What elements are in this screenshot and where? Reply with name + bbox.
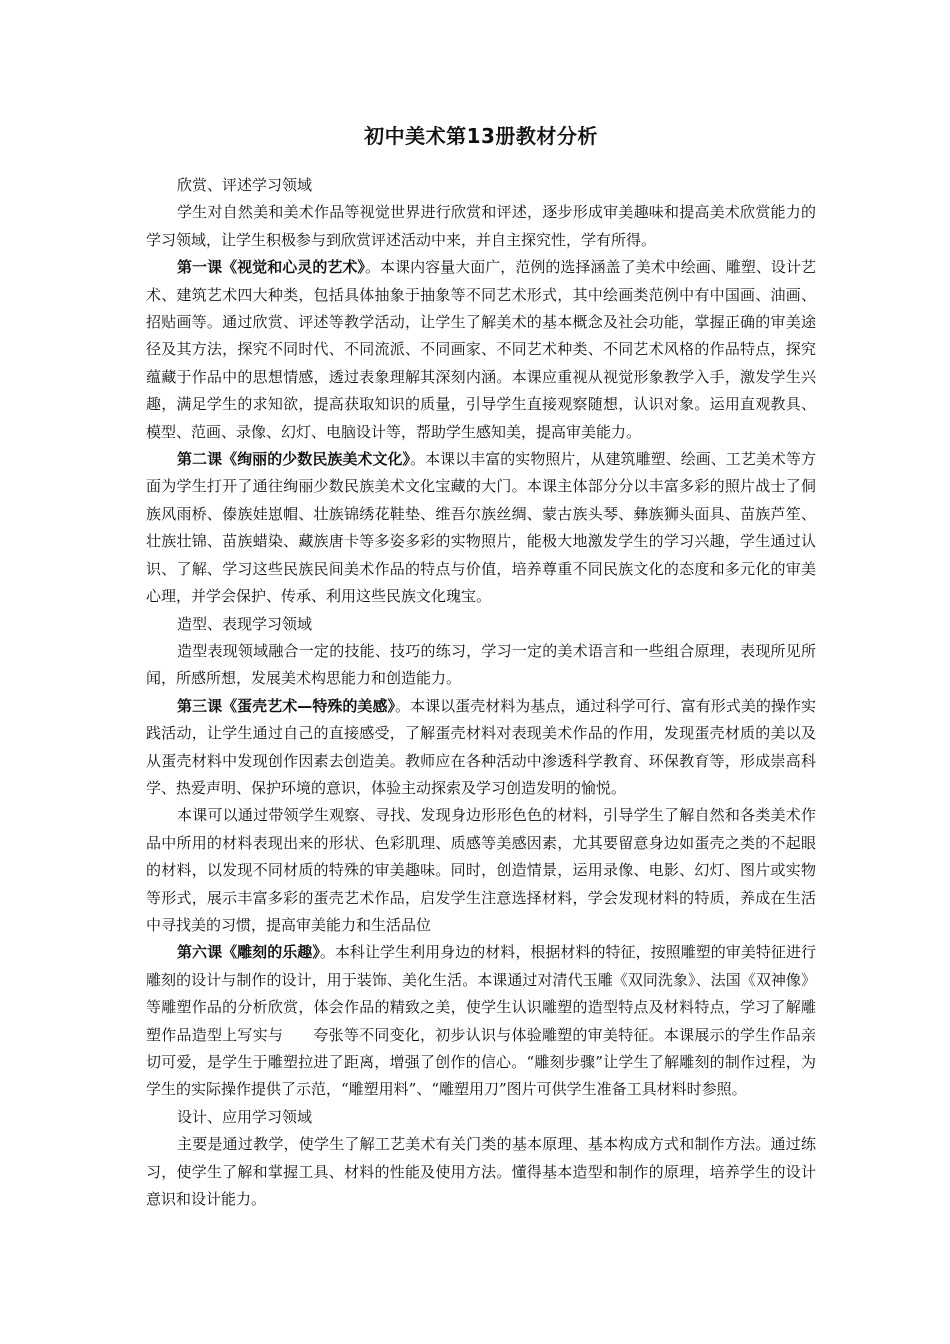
lesson-3-paragraph xyxy=(146,693,816,803)
section-heading-appreciation: 欣赏、评述学习领域 xyxy=(177,176,313,194)
lesson-3-more-paragraph: 本课可以通过带领学生观察、寻找、发现身边形形色色的材料，引导学生了解自然和各类美术作品中所用的材料表现出来的形状、色彩肌理、质感等美感因素，尤其要留意身边如蛋壳之类的不起眼的材料，以发现不同材质的特殊的审美趣味。同时，创造情景，运用录像、电影、幻灯、图片或实物等形式，展示丰富多彩的蛋壳艺术作品，启发学生注意选择材料，学会发现材料的特质，养成在生活中寻找美的习惯，提高审美能力和生活品位 xyxy=(146,806,816,934)
lesson-6-text-a: 。本科让学生利用身边的材料，根据材料的特征，按照雕塑的审美特征进行雕刻的设计与制作的设计，用于装饰、美化生活。本课通过对清代玉雕《双同洗象》、法国《双神像》等雕塑作品的分析欣赏，体会作品的精致之美，使学生认识雕塑的造型特点及材料特点，学习了解雕塑作品造型上写实与 xyxy=(146,943,816,1044)
lesson-3-text: 。本课以蛋壳材料为基点，通过科学可行、富有形式美的操作实践活动，让学生通过自己的直接感受，了解蛋壳材料对表现美术作品的作用，发现蛋壳材质的美以及从蛋壳材料中发现创作因素去创造美。教师应在各种活动中渗透科学教育、环保教育等，形成崇高科学、热爱声明、保护环境的意识，体验主动探索及学习创造发明的愉悦。 xyxy=(146,696,816,797)
section-heading-modeling: 造型、表现学习领域 xyxy=(177,614,313,633)
lesson-1-text: 。本课内容量大面广，范例的选择涵盖了美术中绘画、雕塑、设计艺术、建筑艺术四大种类，包括具体抽象于抽象等不同艺术形式，其中绘画类范例中有中国画、油画、招贴画等。通过欣赏、评述等教学活动，让学生了解美术的基本概念及社会功能，掌握正确的审美途径及其方法，探究不同时代、不同流派、不同画家、不同艺术种类、不同艺术风格的作品特点，探究蕴藏于作品中的思想情感，透过表象理解其深刻内涵。本课应重视从视觉形象教学入手，激发学生兴趣，满足学生的求知欲，提高获取知识的质量，引导学生直接观察随想，认识对象。运用直观教具、模型、范画、录像、幻灯、电脑设计等，帮助学生感知美，提高审美能力。 xyxy=(146,258,816,441)
lesson-6-title: 第六课《雕刻的乐趣》 xyxy=(177,943,320,962)
document-title: 初中美术第13册教材分析 xyxy=(364,124,598,148)
lesson-1-paragraph xyxy=(146,254,816,446)
lesson-2-title: 第二课《绚丽的少数民族美术文化》 xyxy=(177,450,411,469)
lesson-1-title: 第一课《视觉和心灵的艺术》 xyxy=(177,258,365,277)
lesson-2-paragraph xyxy=(146,446,816,610)
document-page xyxy=(146,118,816,1213)
section-intro-appreciation: 学生对自然美和美术作品等视觉世界进行欣赏和评述，逐步形成审美趣味和提高美术欣赏能力的学习领域，让学生积极参与到欣赏评述活动中来，并自主探究性，学有所得。 xyxy=(146,203,816,249)
section-intro-modeling: 造型表现领域融合一定的技能、技巧的练习，学习一定的美术语言和一些组合原理，表现所见所闻，所感所想，发展美术构思能力和创造能力。 xyxy=(146,641,816,688)
lesson-6-text-b: 夸张等不同变化，初步认识与体验雕塑的审美特征。本课展示的学生作品亲切可爱，是学生于雕塑拉进了距离，增强了创作的信心。“雕刻步骤”让学生了解雕刻的制作过程，为学生的实际操作提供了示范，“雕塑用料”、“雕塑用刀”图片可供学生准备工具材料时参照。 xyxy=(146,1025,816,1099)
lesson-6-paragraph xyxy=(146,939,816,1103)
section-heading-design: 设计、应用学习领域 xyxy=(177,1107,313,1126)
section-intro-design: 主要是通过教学，使学生了解工艺美术有关门类的基本原理、基本构成方式和制作方法。通过练习，使学生了解和掌握工具、材料的性能及使用方法。懂得基本造型和制作的原理，培养学生的设计意识和设计能力。 xyxy=(146,1135,816,1209)
lesson-3-title: 第三课《蛋壳艺术—特殊的美感》 xyxy=(177,696,396,715)
lesson-2-text: 。本课以丰富的实物照片，从建筑雕塑、绘画、工艺美术等方面为学生打开了通往绚丽少数民族美术文化宝藏的大门。本课主体部分分以丰富多彩的照片战士了侗族风雨桥、傣族娃崽帽、壮族锦绣花鞋垫、维吾尔族丝绸、蒙古族头琴、彝族狮头面具、苗族芦笙、壮族壮锦、苗族蜡染、藏族唐卡等多姿多彩的实物照片，能极大地激发学生的学习兴趣，学生通过认识、了解、学习这些民族民间美术作品的特点与价值，培养尊重不同民族文化的态度和多元化的审美心理，并学会保护、传承、利用这些民族文化瑰宝。 xyxy=(146,450,816,606)
